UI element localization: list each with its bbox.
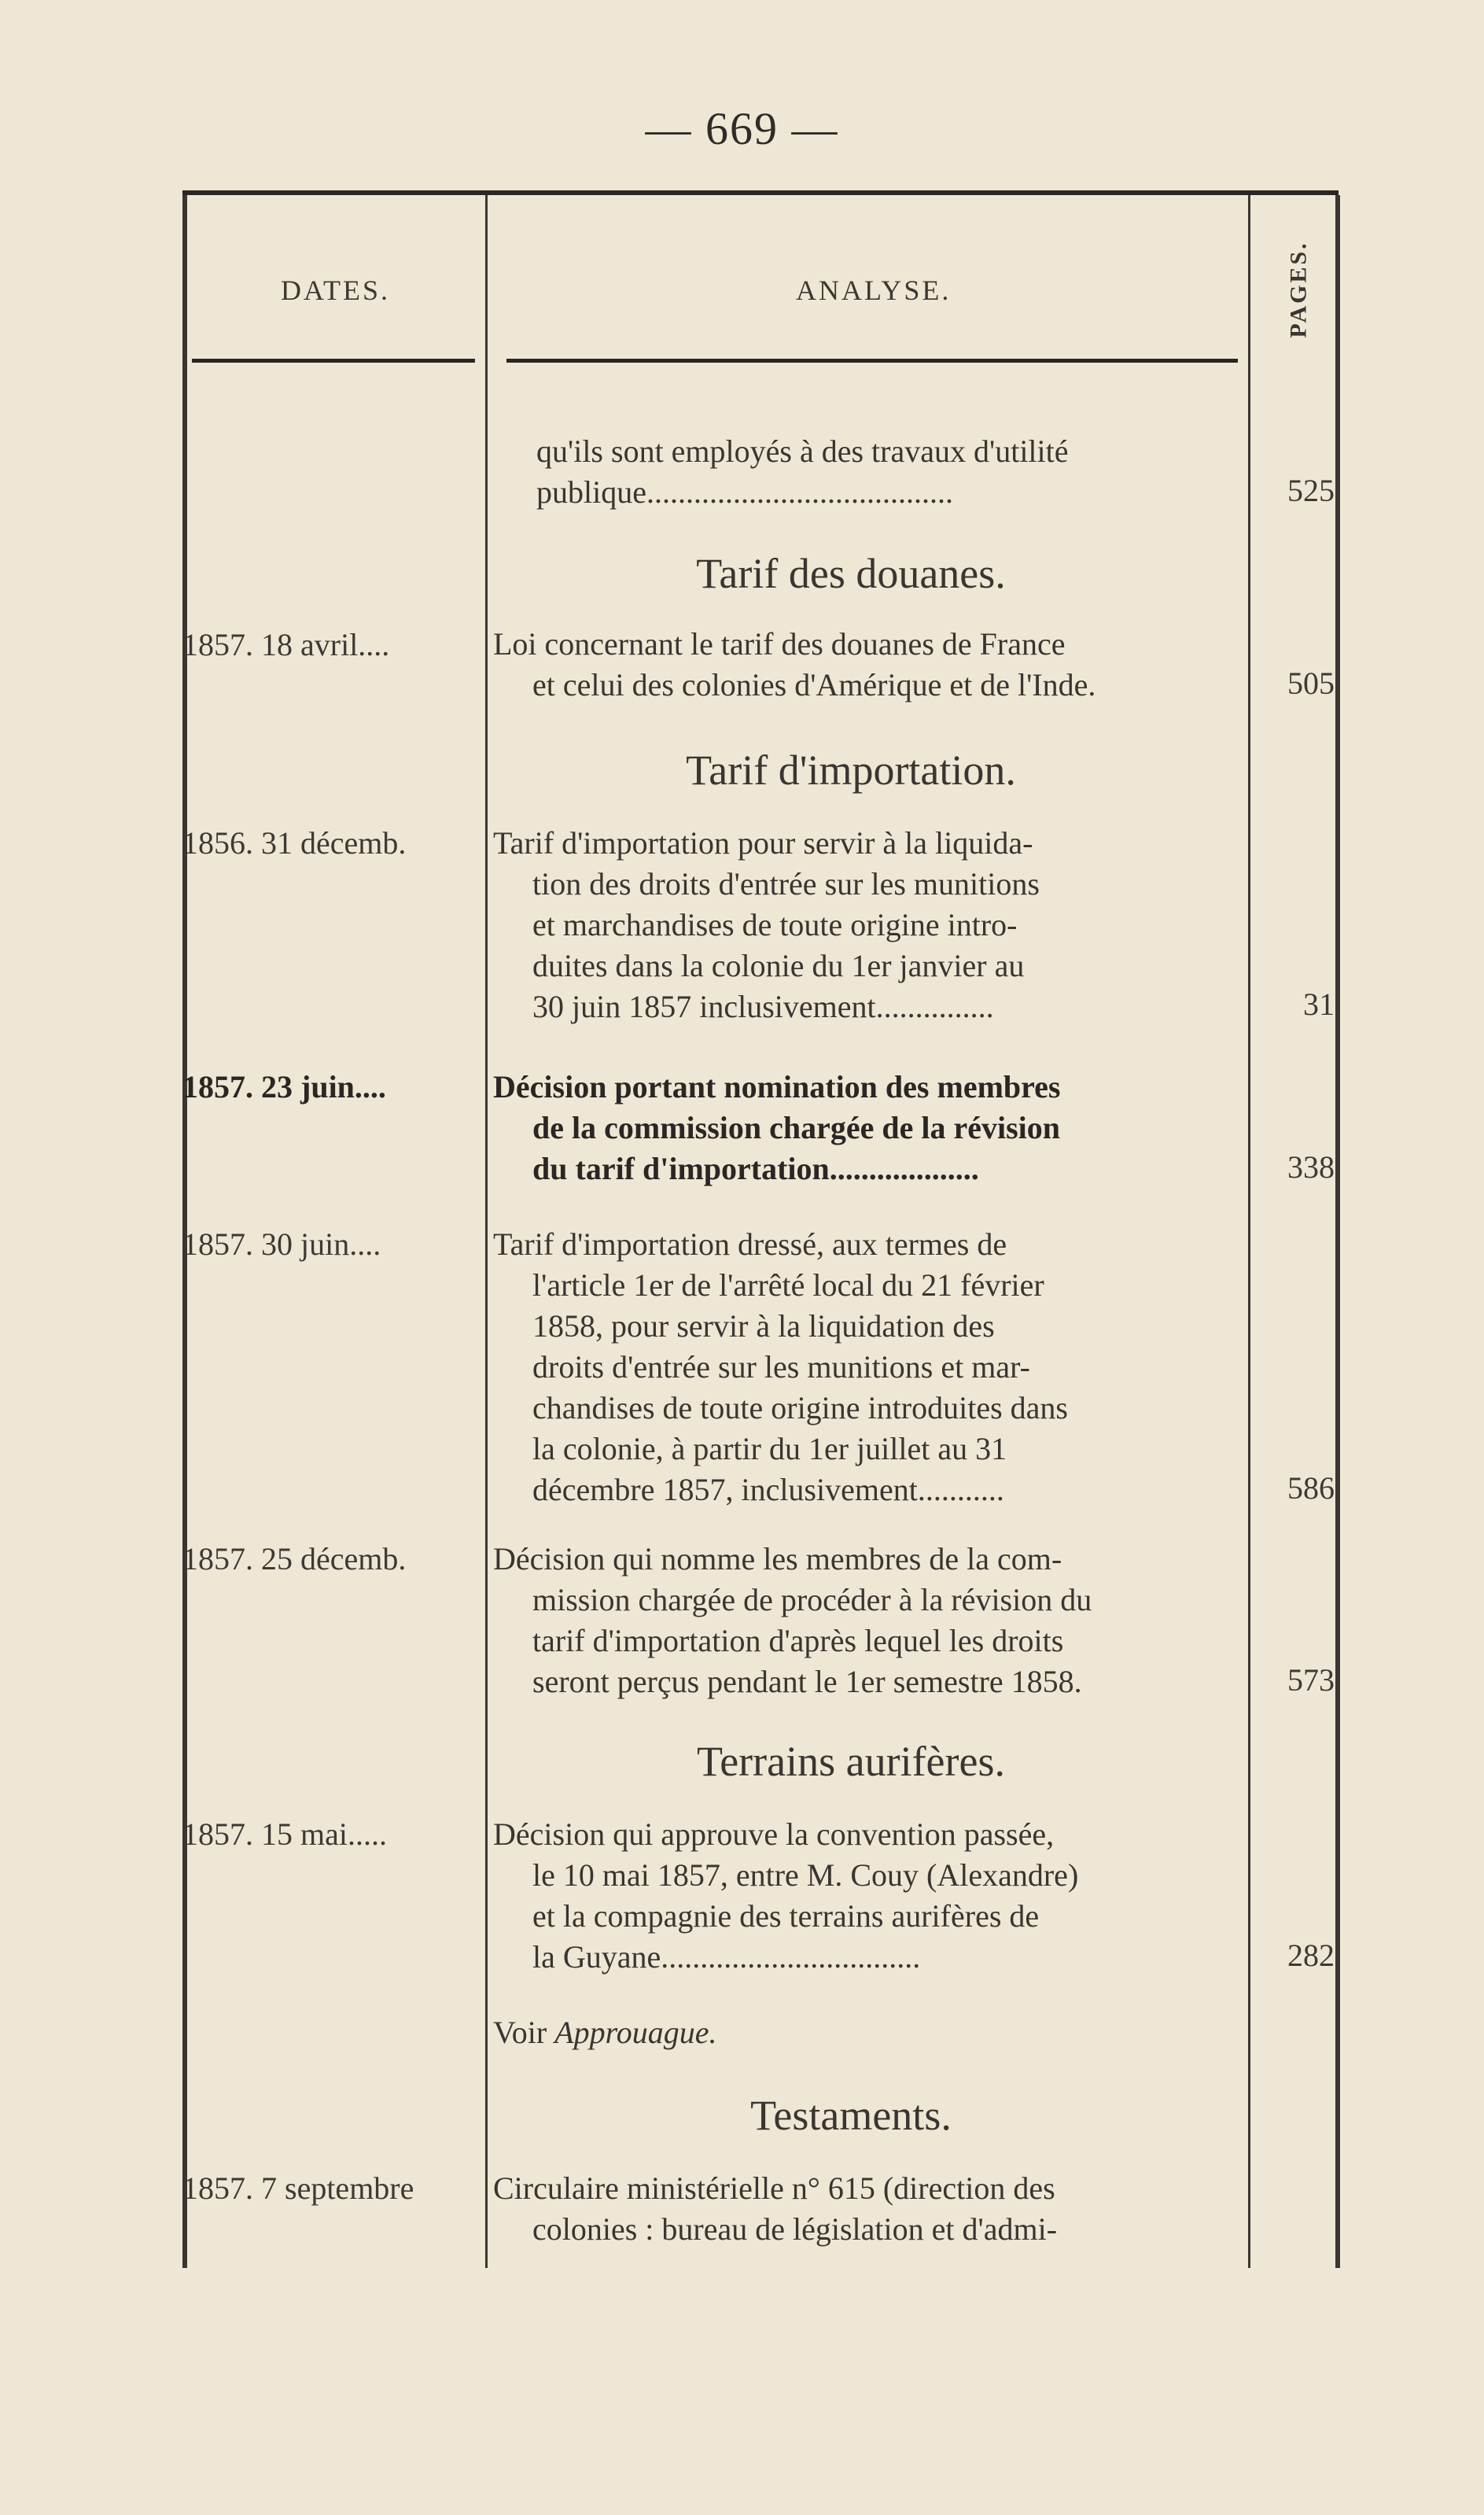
dates-column-rule bbox=[485, 195, 488, 2268]
entry-analyse: Décision qui nomme les membres de la com- mission chargée de procéder à la révision du tarif d'importation d'après lequel les droits seront perçus pendant le 1er semestre 1858. bbox=[493, 1541, 1092, 1699]
page-ref: 573 bbox=[1287, 1662, 1335, 1698]
entry-analyse: Loi concernant le tarif des douanes de France et celui des colonies d'Amérique et de l'Inde. bbox=[493, 626, 1096, 703]
page-ref: 505 bbox=[1287, 666, 1335, 701]
entry-date: 1857. 18 avril.... bbox=[182, 627, 390, 662]
section-title: Tarif des douanes. bbox=[696, 550, 1006, 597]
entry-date: 1857. 15 mai..... bbox=[182, 1816, 387, 1852]
page-ref: 31 bbox=[1303, 986, 1335, 1022]
right-rule bbox=[1335, 195, 1340, 2268]
section-title: Tarif d'importation. bbox=[686, 747, 1016, 794]
page-ref: 525 bbox=[1287, 473, 1335, 508]
entry-date: 1857. 25 décemb. bbox=[182, 1541, 407, 1576]
header-rule-dates bbox=[192, 359, 475, 363]
page-number: — 669 — bbox=[645, 103, 839, 154]
entry-analyse: Tarif d'importation dressé, aux termes de l'article 1er de l'arrêté local du 21 février 1858, pour servir à la liquidation des droits d'entrée sur les munitions et mar- chandises de toute origine introduites dans la colonie, à partir du 1er juillet au 31 décembre 1857, inclusivement........... bbox=[493, 1226, 1068, 1507]
section-title: Testaments. bbox=[750, 2092, 952, 2139]
entry-date: 1857. 30 juin.... bbox=[182, 1226, 381, 1262]
header-pages: PAGES. bbox=[1286, 241, 1313, 338]
entry-analyse: Décision portant nomination des membres de la commission chargée de la révision du tarif d'importation................... bbox=[493, 1069, 1061, 1186]
page-ref: 586 bbox=[1287, 1470, 1335, 1506]
page-ref: 338 bbox=[1287, 1149, 1335, 1185]
analyse-column-rule bbox=[1248, 195, 1250, 2268]
entry-analyse: Circulaire ministérielle n° 615 (direction des colonies : bureau de législation et d'admi- bbox=[493, 2170, 1058, 2247]
entry-date: 1856. 31 décemb. bbox=[182, 825, 407, 861]
header-dates: DATES. bbox=[281, 275, 391, 306]
section-title: Terrains aurifères. bbox=[696, 1738, 1005, 1785]
entry-date: 1857. 23 juin.... bbox=[182, 1069, 386, 1104]
cross-reference: Voir Approuague. bbox=[493, 2015, 717, 2050]
index-table bbox=[182, 190, 1339, 2264]
header-analyse: ANALYSE. bbox=[796, 275, 952, 306]
page-ref: 282 bbox=[1287, 1938, 1335, 1973]
header-rule-analyse bbox=[506, 359, 1238, 363]
entry-date: 1857. 7 septembre bbox=[182, 2170, 414, 2206]
entry-continuation: qu'ils sont employés à des travaux d'utilité publique....................................... bbox=[536, 433, 1069, 510]
entry-analyse: Tarif d'importation pour servir à la liquida- tion des droits d'entrée sur les munitions et marchandises de toute origine intro- duites dans la colonie du 1er janvier au 30 juin 1857 inclusivement............... bbox=[493, 825, 1040, 1024]
entry-analyse: Décision qui approuve la convention passée, le 10 mai 1857, entre M. Couy (Alexandre) et la compagnie des terrains aurifères de la Guyane................................. bbox=[493, 1816, 1079, 1975]
